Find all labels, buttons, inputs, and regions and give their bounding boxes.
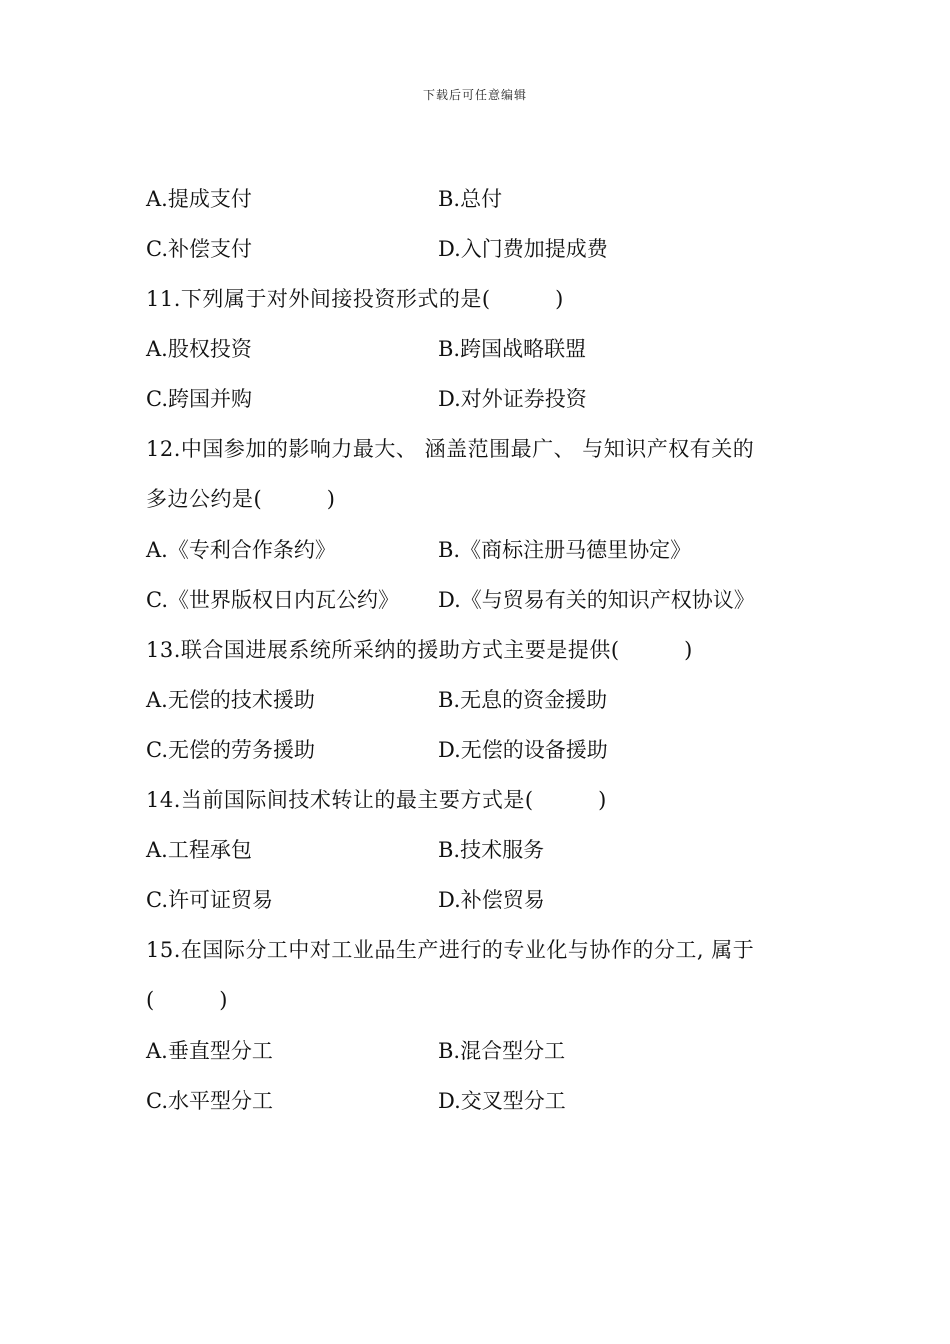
option-b: B.技术服务 bbox=[438, 838, 545, 862]
option-b: B.总付 bbox=[438, 187, 503, 211]
question-14: 14.当前国际间技术转让的最主要方式是( ) bbox=[146, 788, 607, 812]
page-header: 下载后可任意编辑 bbox=[422, 88, 527, 102]
question-12: 12.中国参加的影响力最大、 涵盖范围最广、 与知识产权有关的 bbox=[146, 437, 755, 461]
option-a: A.股权投资 bbox=[146, 337, 252, 361]
question-15-continued: ( ) bbox=[146, 988, 228, 1012]
option-a: A.无偿的技术援助 bbox=[146, 688, 315, 712]
option-c: C.无偿的劳务援助 bbox=[146, 738, 315, 762]
option-d: D.对外证券投资 bbox=[438, 387, 587, 411]
question-15: 15.在国际分工中对工业品生产进行的专业化与协作的分工, 属于 bbox=[146, 938, 755, 962]
question-12-continued: 多边公约是( ) bbox=[146, 487, 336, 511]
question-11: 11.下列属于对外间接投资形式的是( ) bbox=[146, 287, 564, 311]
option-b: B.《商标注册马德里协定》 bbox=[438, 538, 692, 562]
option-d: D.交叉型分工 bbox=[438, 1089, 566, 1113]
option-b: B.跨国战略联盟 bbox=[438, 337, 587, 361]
option-a: A.《专利合作条约》 bbox=[146, 538, 336, 562]
option-a: A.工程承包 bbox=[146, 838, 252, 862]
option-b: B.无息的资金援助 bbox=[438, 688, 608, 712]
option-c: C.许可证贸易 bbox=[146, 888, 273, 912]
option-d: D.《与贸易有关的知识产权协议》 bbox=[438, 588, 755, 612]
option-c: C.补偿支付 bbox=[146, 237, 252, 261]
option-d: D.补偿贸易 bbox=[438, 888, 545, 912]
option-c: C.水平型分工 bbox=[146, 1089, 273, 1113]
option-a: A.提成支付 bbox=[146, 187, 252, 211]
option-c: C.跨国并购 bbox=[146, 387, 252, 411]
option-b: B.混合型分工 bbox=[438, 1039, 566, 1063]
question-13: 13.联合国进展系统所采纳的援助方式主要是提供( ) bbox=[146, 638, 693, 662]
option-a: A.垂直型分工 bbox=[146, 1039, 273, 1063]
option-c: C.《世界版权日内瓦公约》 bbox=[146, 588, 399, 612]
option-d: D.无偿的设备援助 bbox=[438, 738, 608, 762]
option-d: D.入门费加提成费 bbox=[438, 237, 608, 261]
